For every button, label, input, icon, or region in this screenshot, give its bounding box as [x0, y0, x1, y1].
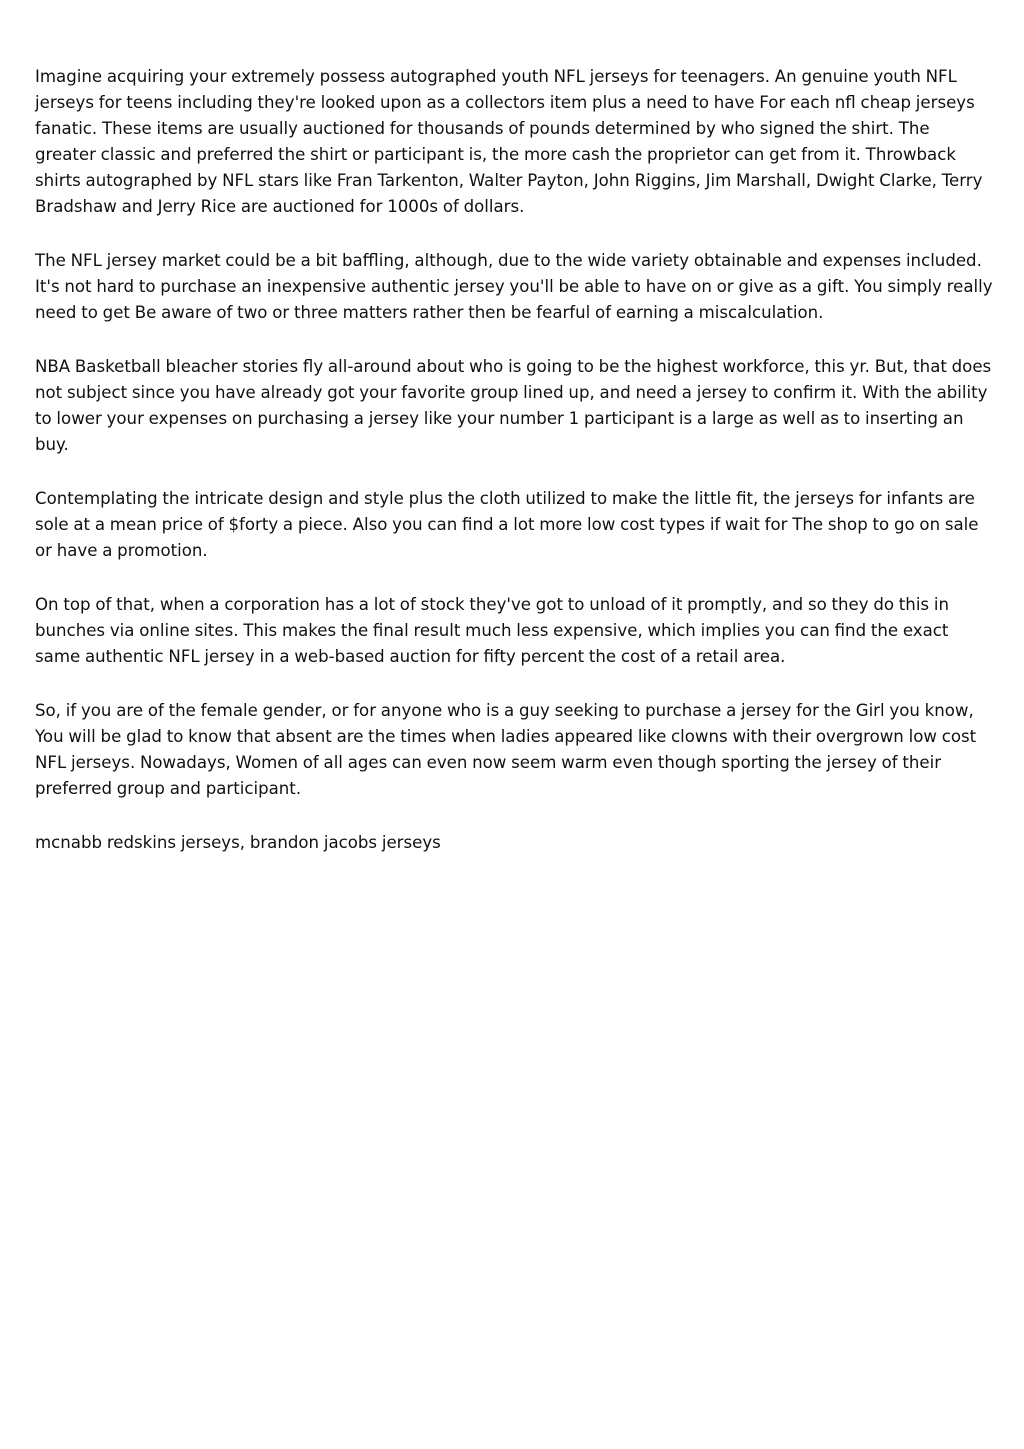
keywords-line: mcnabb redskins jerseys, brandon jacobs jerseys: [35, 833, 441, 852]
document-body: [35, 64, 995, 884]
paragraph-4: Contemplating the intricate design and style plus the cloth utilized to make the little fit, the jerseys for infants are sole at a mean price of $forty a piece. Also you can find a lot more low cost types if wait for The shop to go on sale or have a promotion.: [35, 489, 979, 560]
paragraph-5: On top of that, when a corporation has a lot of stock they've got to unload of it promptly, and so they do this in bunches via online sites. This makes the final result much less expensive, which implies you can find the exact same authentic NFL jersey in a web-based auction for fifty percent the cost of a retail area.: [35, 595, 949, 666]
paragraph-3: NBA Basketball bleacher stories fly all-around about who is going to be the highest workforce, this yr. But, that does not subject since you have already got your favorite group lined up, and need a jersey to confirm it. With the ability to lower your expenses on purchasing a jersey like your number 1 participant is a large as well as to inserting an buy.: [35, 357, 992, 454]
paragraph-2: The NFL jersey market could be a bit baffling, although, due to the wide variety obtainable and expenses included. It's not hard to purchase an inexpensive authentic jersey you'll be able to have on or give as a gift. You simply really need to get Be aware of two or three matters rather then be fearful of earning a miscalculation.: [35, 251, 993, 322]
paragraph-1: Imagine acquiring your extremely possess autographed youth NFL jerseys for teenagers. An genuine youth NFL jerseys for teens including they're looked upon as a collectors item plus a need to have For each nfl cheap jerseys fanatic. These items are usually auctioned for thousands of pounds determined by who signed the shirt. The greater classic and preferred the shirt or participant is, the more cash the proprietor can get from it. Throwback shirts autographed by NFL stars like Fran Tarkenton, Walter Payton, John Riggins, Jim Marshall, Dwight Clarke, Terry Bradshaw and Jerry Rice are auctioned for 1000s of dollars.: [35, 67, 983, 216]
paragraph-6: So, if you are of the female gender, or for anyone who is a guy seeking to purchase a jersey for the Girl you know, You will be glad to know that absent are the times when ladies appeared like clowns with their overgrown low cost NFL jerseys. Nowadays, Women of all ages can even now seem warm even though sporting the jersey of their preferred group and participant.: [35, 701, 977, 798]
